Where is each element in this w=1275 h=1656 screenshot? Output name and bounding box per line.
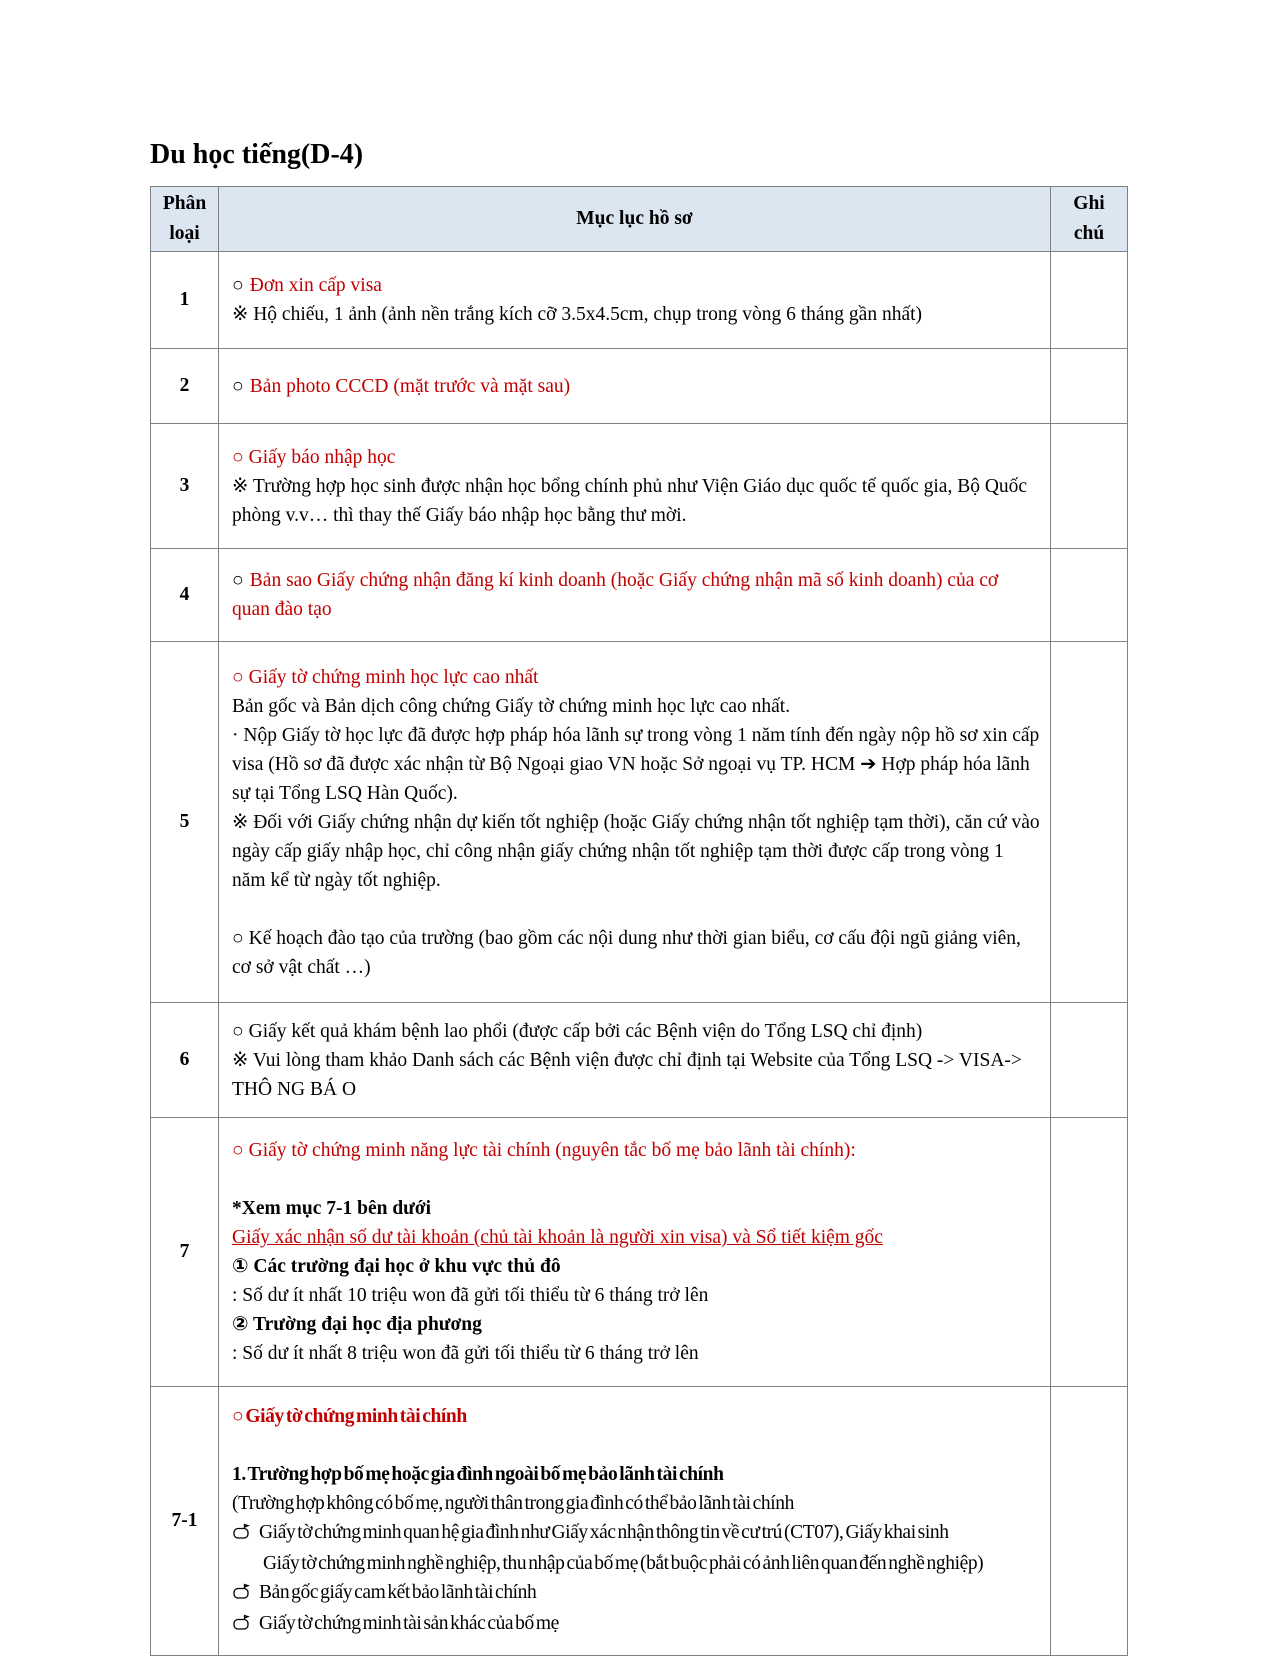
row-7-1-doc-item-2 <box>232 1578 1040 1609</box>
row-7-item-2-detail: : Số dư ít nhất 8 triệu won đã gửi tối thiểu từ 6 tháng trở lên <box>232 1343 699 1364</box>
row-7-underlined-requirement: Giấy xác nhận số dư tài khoản (chủ tài khoản là người xin visa) và Sổ tiết kiệm gốc <box>232 1227 883 1248</box>
row-5-title: ○ Giấy tờ chứng minh học lực cao nhất <box>232 666 539 688</box>
row-2-title-line <box>232 372 1040 401</box>
row-7-item-1-title: ① Các trường đại học ở khu vực thủ đô <box>232 1256 561 1277</box>
table-row-7 <box>151 1118 1128 1387</box>
blank-line <box>232 1165 1040 1194</box>
row-4-note-cell <box>1051 549 1128 642</box>
row-1-title: Đơn xin cấp visa <box>249 275 382 296</box>
document-bullet-icon <box>232 1611 252 1640</box>
row-7-see-note: *Xem mục 7-1 bên dưới <box>232 1198 432 1219</box>
row-7-1-id: 7-1 <box>151 1387 219 1656</box>
document-bullet-icon <box>232 1580 252 1609</box>
table-row-1 <box>151 252 1128 349</box>
row-6-line-1: ○ Giấy kết quả khám bệnh lao phổi (được cấp bởi các Bệnh viện do Tổng LSQ chỉ định) <box>232 1020 923 1042</box>
circle-bullet-icon: ○ <box>232 375 244 397</box>
row-6-line-2: ※ Vui lòng tham khảo Danh sách các Bệnh viện được chỉ định tại Website của Tổng LSQ -> VISA-> THÔ NG BÁ O <box>232 1049 1022 1100</box>
row-2-id: 2 <box>151 349 219 424</box>
row-7-1-case-1-title: 1. Trường hợp bố mẹ hoặc gia đình ngoài bố mẹ bảo lãnh tài chính <box>232 1464 724 1485</box>
document-page <box>150 140 1130 1656</box>
row-7-1-note-cell <box>1051 1387 1128 1656</box>
row-5-line-2: Bản gốc và Bản dịch công chứng Giấy tờ chứng minh học lực cao nhất. <box>232 695 791 717</box>
row-4-content <box>219 549 1051 642</box>
table-row-3 <box>151 424 1128 549</box>
row-7-1-title: ○ Giấy tờ chứng minh tài chính <box>232 1406 467 1427</box>
document-bullet-icon <box>232 1520 252 1549</box>
row-3-id: 3 <box>151 424 219 549</box>
row-7-1-doc-item-3-text: Giấy tờ chứng minh tài sản khác của bố mẹ <box>259 1613 559 1634</box>
table-row-2 <box>151 349 1128 424</box>
circle-bullet-icon: ○ <box>232 570 244 591</box>
row-7-item-2-title: ② Trường đại học địa phương <box>232 1314 482 1335</box>
row-7-1-doc-item-2-text: Bản gốc giấy cam kết bảo lãnh tài chính <box>259 1582 537 1603</box>
row-5-line-4: ※ Đối với Giấy chứng nhận dự kiến tốt nghiệp (hoặc Giấy chứng nhận tốt nghiệp tạm thời), căn cứ vào ngày cấp giấy nhập học, chỉ công nhận giấy chứng nhận tốt nghiệp tạm thời được cấp trong vòng 1 năm kể từ ngày tốt nghiệp. <box>232 811 1040 891</box>
row-1-note-line: ※ Hộ chiếu, 1 ảnh (ảnh nền trắng kích cỡ 3.5x4.5cm, chụp trong vòng 6 tháng gần nhất) <box>232 304 923 325</box>
visa-checklist-table <box>150 186 1128 1656</box>
row-1-title-line <box>232 271 1040 300</box>
blank-line <box>232 895 1040 924</box>
row-5-line-5: ○ Kế hoạch đào tạo của trường (bao gồm các nội dung như thời gian biểu, cơ cấu đội ngũ giảng viên, cơ sở vật chất …) <box>232 927 1021 978</box>
row-7-note-cell <box>1051 1118 1128 1387</box>
table-row-5 <box>151 642 1128 1003</box>
table-header-row <box>151 187 1128 252</box>
row-7-item-1-detail: : Số dư ít nhất 10 triệu won đã gửi tối thiểu từ 6 tháng trở lên <box>232 1285 709 1306</box>
row-6-note-cell <box>1051 1003 1128 1118</box>
row-5-note-cell <box>1051 642 1128 1003</box>
row-3-note-line: ※ Trường hợp học sinh được nhận học bổng chính phủ như Viện Giáo dục quốc tế quốc gia, Bộ Quốc phòng v.v… thì thay thế Giấy báo nhập học bằng thư mời. <box>232 475 1028 526</box>
row-6-content <box>219 1003 1051 1118</box>
row-4-id: 4 <box>151 549 219 642</box>
column-header-ghi-chu: Ghi chú <box>1051 187 1128 252</box>
row-3-note-cell <box>1051 424 1128 549</box>
row-7-id: 7 <box>151 1118 219 1387</box>
row-5-id: 5 <box>151 642 219 1003</box>
row-6-id: 6 <box>151 1003 219 1118</box>
row-7-1-doc-item-1-continuation: Giấy tờ chứng minh nghề nghiệp, thu nhập của bố mẹ (bắt buộc phải có ảnh liên quan đến nghề nghiệp) <box>263 1553 984 1574</box>
row-4-title-line <box>232 566 1040 624</box>
row-1-note-cell <box>1051 252 1128 349</box>
circle-bullet-icon: ○ <box>232 275 244 296</box>
column-header-phan-loai: Phân loại <box>151 187 219 252</box>
column-header-muc-luc-ho-so: Mục lục hồ sơ <box>219 187 1051 252</box>
blank-line <box>232 1431 1040 1460</box>
row-2-note-cell <box>1051 349 1128 424</box>
row-7-1-doc-item-1-text: Giấy tờ chứng minh quan hệ gia đình như Giấy xác nhận thông tin về cư trú (CT07), Giấy khai sinh <box>259 1522 949 1543</box>
row-7-1-case-1-subtitle: (Trường hợp không có bố mẹ, người thân trong gia đình có thể bảo lãnh tài chính <box>232 1493 794 1514</box>
row-4-title: Bản sao Giấy chứng nhận đăng kí kinh doanh (hoặc Giấy chứng nhận mã số kinh doanh) của cơ quan đào tạo <box>232 570 999 620</box>
row-2-title: Bản photo CCCD (mặt trước và mặt sau) <box>249 375 571 397</box>
row-1-id: 1 <box>151 252 219 349</box>
page-title: Du học tiếng(D-4) <box>150 139 364 170</box>
row-1-content <box>219 252 1051 349</box>
row-5-line-3: · Nộp Giấy tờ học lực đã được hợp pháp hóa lãnh sự trong vòng 1 năm tính đến ngày nộp hồ sơ xin cấp visa (Hồ sơ đã được xác nhận từ Bộ Ngoại giao VN hoặc Sở ngoại vụ TP. HCM ➔ Hợp pháp hóa lãnh sự tại Tổng LSQ Hàn Quốc). <box>232 724 1040 804</box>
row-5-content <box>219 642 1051 1003</box>
row-7-content <box>219 1118 1051 1387</box>
row-7-1-doc-item-3 <box>232 1609 1040 1640</box>
table-row-7-1 <box>151 1387 1128 1656</box>
row-3-title: ○ Giấy báo nhập học <box>232 446 396 468</box>
row-7-1-doc-item-1 <box>232 1518 1040 1549</box>
row-7-title: ○ Giấy tờ chứng minh năng lực tài chính (nguyên tắc bố mẹ bảo lãnh tài chính): <box>232 1140 856 1161</box>
row-2-content <box>219 349 1051 424</box>
row-3-content <box>219 424 1051 549</box>
row-7-1-content <box>219 1387 1051 1656</box>
table-row-4 <box>151 549 1128 642</box>
table-row-6 <box>151 1003 1128 1118</box>
